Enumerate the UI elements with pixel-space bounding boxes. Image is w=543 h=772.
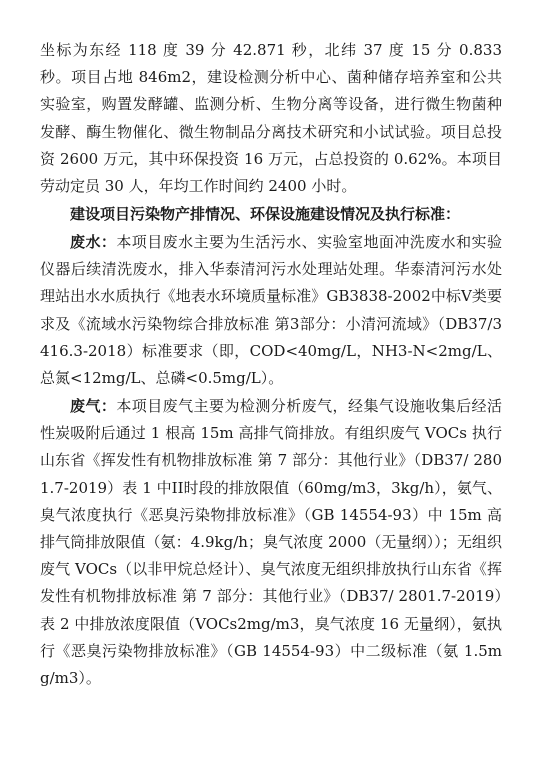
- project-info-paragraph: 坐标为东经 118 度 39 分 42.871 秒，北纬 37 度 15 分 0.833 秒。项目占地 846m2，建设检测分析中心、菌种储存培养室和公共实验室，购置发酵罐、监测分析、生物分离等设备，进行微生物菌种发酵、酶生物催化、微生物制品分离技术研究和小试试验。项目总投资 2600 万元，其中环保投资 16 万元，占总投资的 0.62%。本项目劳动定员 30 人，年均工作时间约 2400 小时。: [40, 41, 502, 196]
- wastewater-body: 本项目废水主要为生活污水、实验室地面冲洗废水和实验仪器后续清洗废水，排入华泰清河污水处理站处理。华泰清河污水处理站出水水质执行《地表水环境质量标准》GB3838-2002中标V类要求及《流域水污染物综合排放标准 第3部分：小清河流域》（DB37/3416.3-2018）标准要求（即，COD<40mg/L，NH3-N<2mg/L、总氮<12mg/L、总磷<0.5mg/L）。: [40, 233, 502, 388]
- waste-gas-lead: 废气：: [70, 397, 117, 415]
- section-heading: 建设项目污染物产排情况、环保设施建设情况及执行标准：: [70, 205, 461, 223]
- wastewater-lead: 废水：: [70, 233, 117, 251]
- wastewater-paragraph: [40, 229, 502, 392]
- waste-gas-paragraph: [40, 393, 502, 692]
- waste-gas-body: 本项目废气主要为检测分析废气，经集气设施收集后经活性炭吸附后通过 1 根高 15m 高排气筒排放。有组织废气 VOCs 执行山东省《挥发性有机物排放标准 第 7 部分：其他行业》（DB37/ 2801.7-2019）表 1 中II时段的排放限值（60mg/m3，3kg/h），氨气、臭气浓度执行《恶臭污染物排放标准》（GB 14554-93）中 15m 高排气筒排放限值（氨：4.9kg/h；臭气浓度 2000（无量纲））；无组织废气 VOCs（以非甲烷总烃计）、臭气浓度无组织排放执行山东省《挥发性有机物排放标准 第 7 部分：其他行业》（DB37/ 2801.7-2019）表 2 中排放浓度限值（VOCs2mg/m3，臭气浓度 16 无量纲），氨执行《恶臭污染物排放标准》（GB 14554-93）中二级标准（氨 1.5mg/m3）。: [40, 397, 502, 688]
